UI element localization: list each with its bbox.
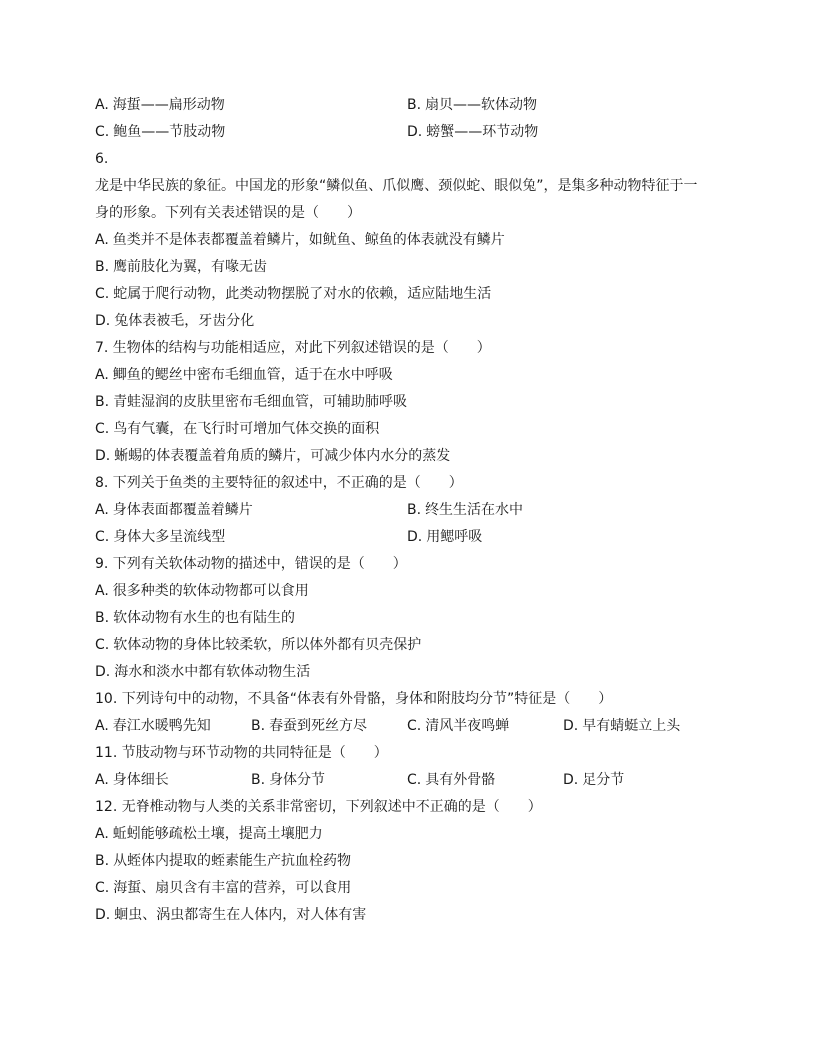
q5-option-b: B. 扇贝——软体动物 (407, 97, 538, 113)
q9-stem: 9. 下列有关软体动物的描述中，错误的是（ ） (95, 556, 407, 572)
q8-options-row-1 (95, 497, 725, 524)
q6-number: 6. (95, 151, 109, 167)
q9-option-b: B. 软体动物有水生的也有陆生的 (95, 610, 296, 626)
q11-option-a: A. 身体细长 (95, 772, 169, 788)
q7-option-b: B. 青蛙湿润的皮肤里密布毛细血管，可辅助肺呼吸 (95, 394, 408, 410)
q11-options-row (95, 767, 725, 794)
q10-option-c: C. 清风半夜鸣蝉 (407, 718, 510, 734)
exam-page (95, 92, 725, 929)
q11-stem: 11. 节肢动物与环节动物的共同特征是（ ） (95, 745, 388, 761)
q10-option-d: D. 早有蜻蜓立上头 (563, 718, 681, 734)
q10-option-b: B. 春蚕到死丝方尽 (251, 718, 368, 734)
q12-option-d: D. 蛔虫、涡虫都寄生在人体内，对人体有害 (95, 907, 367, 923)
q7-stem: 7. 生物体的结构与功能相适应，对此下列叙述错误的是（ ） (95, 340, 491, 356)
q12-stem: 12. 无脊椎动物与人类的关系非常密切，下列叙述中不正确的是（ ） (95, 799, 542, 815)
q8-options-row-2 (95, 524, 725, 551)
q8-stem: 8. 下列关于鱼类的主要特征的叙述中，不正确的是（ ） (95, 475, 463, 491)
q12-option-a: A. 蚯蚓能够疏松土壤，提高土壤肥力 (95, 826, 323, 842)
q6-stem-line-1: 龙是中华民族的象征。中国龙的形象“鳞似鱼、爪似鹰、颈似蛇、眼似兔”，是集多种动物特征于一 (95, 178, 698, 194)
q5-option-d: D. 螃蟹——环节动物 (407, 124, 539, 140)
q8-option-b: B. 终生生活在水中 (407, 502, 524, 518)
q7-option-a: A. 鲫鱼的鳃丝中密布毛细血管，适于在水中呼吸 (95, 367, 393, 383)
q8-option-a: A. 身体表面都覆盖着鳞片 (95, 502, 253, 518)
q12-option-c: C. 海蜇、扇贝含有丰富的营养，可以食用 (95, 880, 352, 896)
q10-stem: 10. 下列诗句中的动物，不具备“体表有外骨骼，身体和附肢均分节”特征是（ ） (95, 691, 613, 707)
q6-stem-line-2: 身的形象。下列有关表述错误的是（ ） (95, 205, 361, 221)
q9-option-c: C. 软体动物的身体比较柔软，所以体外都有贝壳保护 (95, 637, 422, 653)
q6-option-c: C. 蛇属于爬行动物，此类动物摆脱了对水的依赖，适应陆地生活 (95, 286, 492, 302)
q11-option-d: D. 足分节 (563, 772, 625, 788)
q5-options-row-2 (95, 119, 725, 146)
q6-option-d: D. 兔体表被毛，牙齿分化 (95, 313, 255, 329)
q5-option-c: C. 鲍鱼——节肢动物 (95, 124, 226, 140)
q5-options-row-1 (95, 92, 725, 119)
q10-options-row (95, 713, 725, 740)
q11-option-b: B. 身体分节 (251, 772, 326, 788)
q7-option-d: D. 蜥蜴的体表覆盖着角质的鳞片，可减少体内水分的蒸发 (95, 448, 451, 464)
q5-option-a: A. 海蜇——扁形动物 (95, 97, 225, 113)
q9-option-a: A. 很多种类的软体动物都可以食用 (95, 583, 309, 599)
q8-option-d: D. 用鳃呼吸 (407, 529, 483, 545)
q12-option-b: B. 从蛭体内提取的蛭素能生产抗血栓药物 (95, 853, 352, 869)
q9-option-d: D. 海水和淡水中都有软体动物生活 (95, 664, 311, 680)
q7-option-c: C. 鸟有气囊，在飞行时可增加气体交换的面积 (95, 421, 380, 437)
q11-option-c: C. 具有外骨骼 (407, 772, 496, 788)
q8-option-c: C. 身体大多呈流线型 (95, 529, 226, 545)
q6-option-a: A. 鱼类并不是体表都覆盖着鳞片，如鱿鱼、鲸鱼的体表就没有鳞片 (95, 232, 505, 248)
q10-option-a: A. 春江水暖鸭先知 (95, 718, 211, 734)
q6-option-b: B. 鹰前肢化为翼，有喙无齿 (95, 259, 268, 275)
